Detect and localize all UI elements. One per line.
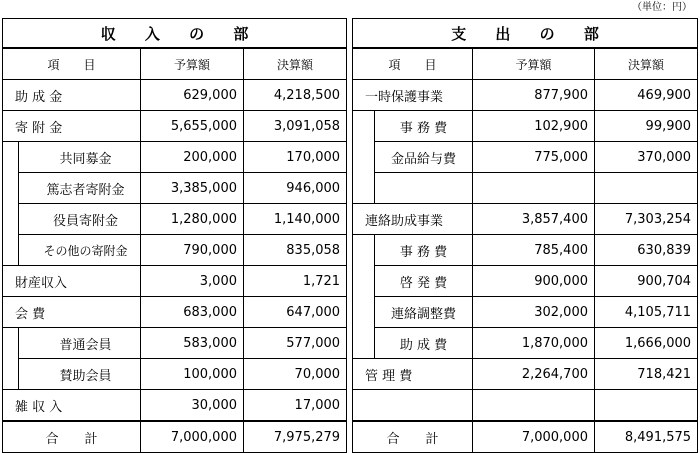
expense-head-item: 項 目 [353,48,473,80]
table-row [3,328,347,359]
row-label: 役員寄附金 [19,204,141,235]
row-budget: 790,000 [141,235,244,266]
row-settled [595,173,698,204]
indent-spacer [3,235,19,266]
income-header-row [3,48,347,80]
table-row [353,173,698,204]
row-label: 事 務 費 [375,235,473,266]
income-title-row [3,19,347,49]
expense-head-settled: 決算額 [595,48,698,80]
income-head-item: 項 目 [3,48,141,80]
table-row [353,142,698,173]
row-label [353,390,473,422]
row-budget: 102,900 [473,111,595,142]
row-settled: 469,900 [595,80,698,111]
table-row [353,359,698,390]
total-row [3,421,347,453]
row-label: 啓 発 費 [375,266,473,297]
total-label: 合 計 [3,421,141,453]
row-budget: 3,000 [141,266,244,297]
row-label: 金品給与費 [375,142,473,173]
total-label: 合 計 [353,421,473,453]
row-label: 財産収入 [3,266,141,297]
expense-title-row [353,19,698,49]
row-budget: 30,000 [141,390,244,422]
row-label: 助 成 金 [3,80,141,111]
row-settled: 70,000 [244,359,347,390]
indent-spacer [3,359,19,390]
income-head-budget: 予算額 [141,48,244,80]
indent-spacer [353,173,375,204]
row-settled: 1,721 [244,266,347,297]
indent-spacer [3,142,19,173]
row-budget: 683,000 [141,297,244,328]
row-settled: 4,105,711 [595,297,698,328]
indent-spacer [353,328,375,359]
row-budget: 302,000 [473,297,595,328]
row-budget: 900,000 [473,266,595,297]
row-label: 一時保護事業 [353,80,473,111]
row-label [375,173,473,204]
indent-spacer [353,266,375,297]
row-label: 連絡助成事業 [353,204,473,235]
total-budget: 7,000,000 [473,421,595,453]
table-row [3,359,347,390]
row-label: その他の寄附金 [19,235,141,266]
row-settled: 7,303,254 [595,204,698,235]
table-row [353,80,698,111]
unit-note: （単位：円） [632,2,692,13]
income-title: 収 入 の 部 [3,19,347,49]
indent-spacer [353,111,375,142]
row-settled: 4,218,500 [244,80,347,111]
row-budget: 785,400 [473,235,595,266]
table-row [3,173,347,204]
table-row [3,390,347,422]
row-label: 管 理 費 [353,359,473,390]
row-label: 普通会員 [19,328,141,359]
table-row [3,297,347,328]
row-settled: 99,900 [595,111,698,142]
row-settled: 3,091,058 [244,111,347,142]
row-label: 共同募金 [19,142,141,173]
row-budget: 100,000 [141,359,244,390]
row-budget: 775,000 [473,142,595,173]
income-head-settled: 決算額 [244,48,347,80]
indent-spacer [353,297,375,328]
row-budget: 3,385,000 [141,173,244,204]
row-settled: 630,839 [595,235,698,266]
table-row [353,297,698,328]
expense-table [352,18,698,453]
table-row [353,204,698,235]
row-label: 連絡調整費 [375,297,473,328]
table-row [3,80,347,111]
total-settled: 7,975,279 [244,421,347,453]
row-settled: 577,000 [244,328,347,359]
table-row [353,390,698,422]
table-row [3,111,347,142]
row-settled [595,390,698,422]
total-settled: 8,491,575 [595,421,698,453]
row-label: 寄 附 金 [3,111,141,142]
income-table [2,18,347,453]
row-label: 助 成 費 [375,328,473,359]
row-budget: 2,264,700 [473,359,595,390]
row-settled: 900,704 [595,266,698,297]
row-label: 雑 収 入 [3,390,141,422]
table-row [353,328,698,359]
table-row [3,235,347,266]
row-budget [473,173,595,204]
expense-head-budget: 予算額 [473,48,595,80]
row-budget [473,390,595,422]
total-row [353,421,698,453]
total-budget: 7,000,000 [141,421,244,453]
indent-spacer [3,328,19,359]
row-budget: 877,900 [473,80,595,111]
row-settled: 647,000 [244,297,347,328]
row-settled: 718,421 [595,359,698,390]
table-row [353,235,698,266]
row-label: 会 費 [3,297,141,328]
row-budget: 1,870,000 [473,328,595,359]
table-row [3,204,347,235]
indent-spacer [353,235,375,266]
row-budget: 1,280,000 [141,204,244,235]
indent-spacer [353,142,375,173]
row-settled: 1,140,000 [244,204,347,235]
row-settled: 835,058 [244,235,347,266]
indent-spacer [3,173,19,204]
row-budget: 583,000 [141,328,244,359]
table-row [353,266,698,297]
row-label: 事 務 費 [375,111,473,142]
row-budget: 200,000 [141,142,244,173]
indent-spacer [3,204,19,235]
row-budget: 3,857,400 [473,204,595,235]
table-row [353,111,698,142]
row-label: 篤志者寄附金 [19,173,141,204]
table-row [3,142,347,173]
row-settled: 17,000 [244,390,347,422]
expense-header-row [353,48,698,80]
row-budget: 629,000 [141,80,244,111]
row-settled: 946,000 [244,173,347,204]
row-settled: 370,000 [595,142,698,173]
row-budget: 5,655,000 [141,111,244,142]
table-row [3,266,347,297]
expense-title: 支 出 の 部 [353,19,698,49]
row-settled: 1,666,000 [595,328,698,359]
row-label: 賛助会員 [19,359,141,390]
row-settled: 170,000 [244,142,347,173]
